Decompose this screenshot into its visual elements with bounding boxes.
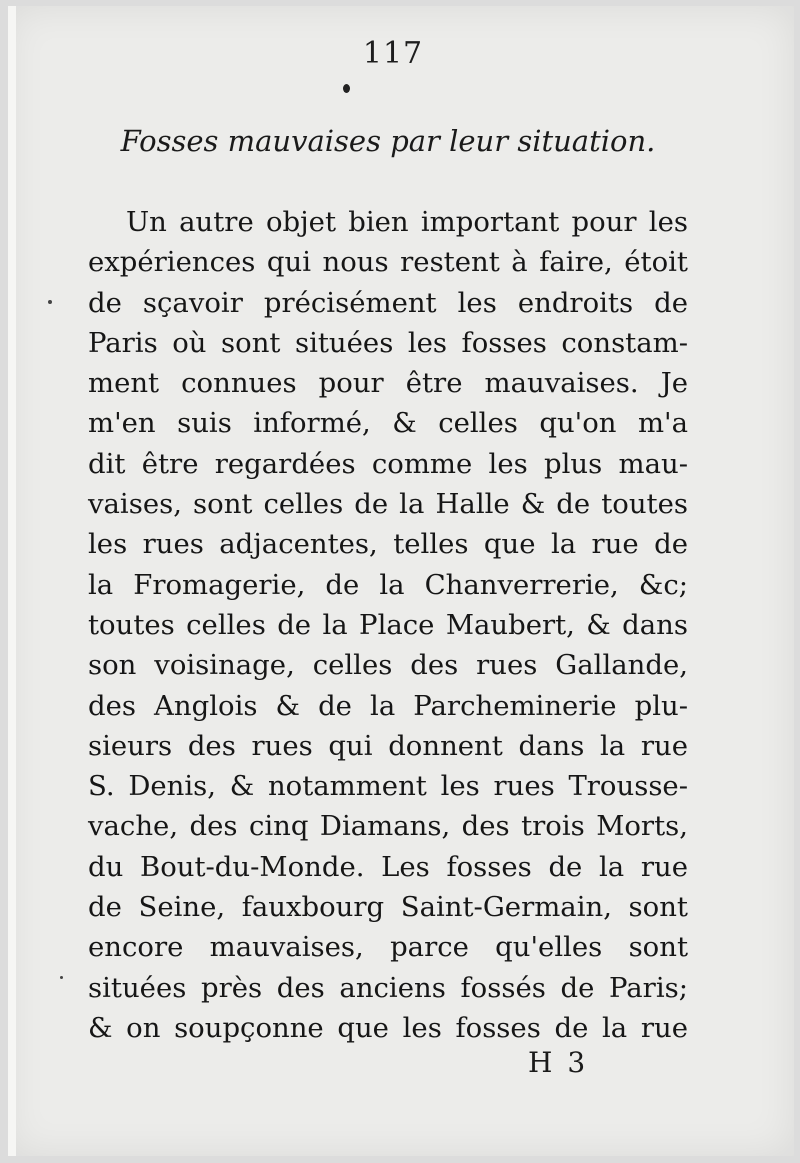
text-line: S. Denis, & notamment les rues Trousse- — [88, 770, 688, 803]
text-line: vaises, sont celles de la Halle & de toutes — [88, 488, 688, 521]
body-text — [88, 202, 688, 1048]
text-line: toutes celles de la Place Maubert, & dans — [88, 608, 688, 641]
section-heading: Fosses mauvaises par leur situation. — [120, 124, 656, 158]
signature-mark: H 3 — [528, 1046, 589, 1079]
text-line: de sçavoir précisément les endroits de — [88, 286, 688, 319]
text-line: encore mauvaises, parce qu'elles sont — [88, 931, 688, 964]
text-line: du Bout-du-Monde. Les fosses de la rue — [88, 850, 688, 883]
text-line: son voisinage, celles des rues Gallande, — [88, 649, 688, 682]
text-line: Un autre objet bien important pour les — [126, 206, 688, 238]
page-number: 117 — [362, 36, 424, 71]
book-page — [8, 6, 794, 1156]
text-line: m'en suis informé, & celles qu'on m'a — [88, 407, 688, 440]
text-line: ment connues pour être mauvaises. Je — [88, 367, 688, 400]
text-line: les rues adjacentes, telles que la rue de — [88, 528, 688, 561]
ink-speck — [60, 976, 63, 979]
text-line: de Seine, fauxbourg Saint-Germain, sont — [88, 891, 688, 924]
text-line: dit être regardées comme les plus mau- — [88, 447, 688, 480]
text-line: des Anglois & de la Parcheminerie plu- — [88, 689, 688, 722]
text-line: situées près des anciens fossés de Paris; — [88, 971, 688, 1004]
page-edge — [8, 6, 16, 1156]
text-line: vache, des cinq Diamans, des trois Morts, — [88, 810, 688, 843]
text-line: sieurs des rues qui donnent dans la rue — [88, 729, 688, 762]
text-line: la Fromagerie, de la Chanverrerie, &c; — [88, 568, 688, 601]
text-line: expériences qui nous restent à faire, étoit — [88, 246, 688, 279]
ink-speck — [48, 300, 52, 304]
text-line: Paris où sont situées les fosses constam- — [88, 326, 688, 359]
ornament-dot — [343, 84, 350, 93]
text-line: & on soupçonne que les fosses de la rue — [88, 1011, 688, 1044]
